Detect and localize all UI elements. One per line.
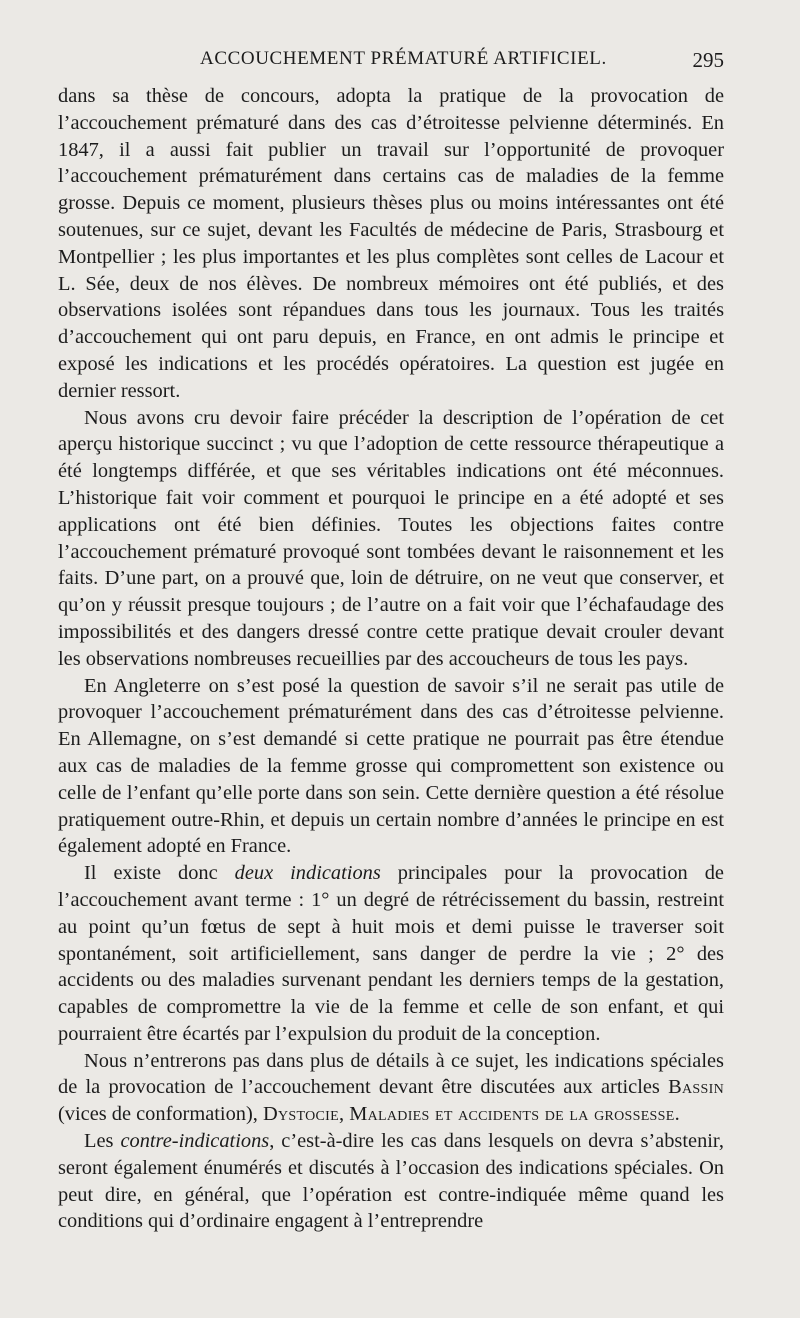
paragraph-6-text-b: , c’est-à-dire les cas dans lesquels on devra s’abstenir, seront également énumérés et discutés à l’occasion des indications spéciales. On peut dire, en général, que l’opération est contre-indiquée même quand les conditions qui d’ordinaire engagent à l’entreprendre — [58, 1130, 724, 1233]
paragraph-4-text-b: principales pour la provocation de l’accouchement avant terme : 1° un degré de rétrécissement du bassin, restreint au point qu’un fœtus de sept à huit mois et demi puisse le traverser soit spontanément, soit artificiellement, sans danger de perdre la vie ; 2° des accidents ou des maladies survenant pendant les derniers temps de la gestation, capables de compromettre la vie de la femme et celle de son enfant, et qui pourraient être écartés par l’expulsion du produit de la conception. — [58, 862, 724, 1045]
cross-reference-maladies: Maladies et accidents de la grossesse — [349, 1103, 675, 1126]
paragraph-6 — [58, 1128, 724, 1235]
running-title: ACCOUCHEMENT PRÉMATURÉ ARTIFICIEL. — [200, 48, 607, 69]
paragraph-5 — [58, 1048, 724, 1128]
cross-reference-bassin: Bassin — [668, 1076, 724, 1099]
paragraph-4-text-a: Il existe donc — [84, 862, 218, 885]
paragraph-5-text-b: (vices de conformation), — [58, 1103, 258, 1126]
paragraph-6-emphasis: contre-indications — [120, 1130, 270, 1153]
paragraph-4 — [58, 860, 724, 1048]
paragraph-5-text-a: Nous n’entrerons pas dans plus de détails à ce sujet, les indications spéciales de la provocation de l’accouchement devant être discutées aux articles — [58, 1049, 724, 1099]
paragraph-3: En Angleterre on s’est posé la question de savoir s’il ne serait pas utile de provoquer l’accouchement prématurément dans des cas d’étroitesse pelvienne. En Allemagne, on s’est demandé si cette pratique ne pourrait pas être étendue aux cas de maladies de la femme grosse qui compromettent son existence ou celle de l’enfant qu’elle porte dans son sein. Cette dernière question a été résolue pratiquement outre-Rhin, et depuis un certain nombre d’années le principe en est également adopté en France. — [58, 674, 724, 858]
cross-reference-dystocie: Dystocie — [262, 1103, 339, 1126]
page-header — [58, 48, 724, 76]
paragraph-4-emphasis: deux indications — [234, 862, 381, 885]
paragraph-2: Nous avons cru devoir faire précéder la description de l’opération de cet aperçu historique succinct ; vu que l’adoption de cette ressource thérapeutique a été longtemps différée, et que ses véritables indications ont été méconnues. L’historique fait voir comment et pourquoi le principe en a été adopté et ses applications ont été bien définies. Toutes les objections faites contre l’accouchement prématuré provoqué sont tombées devant le raisonnement et les faits. D’une part, on a prouvé que, loin de détruire, on ne veut que conserver, et qu’on y réussit presque toujours ; de l’autre on a fait voir que l’échafaudage des impossibilités et des dangers dressé contre cette pratique devait crouler devant les observations nombreuses recueillies par des accoucheurs de tous les pays. — [58, 406, 724, 670]
body-text — [58, 83, 724, 1235]
paragraph-5-text-d: . — [674, 1103, 680, 1126]
page-number: 295 — [692, 48, 724, 72]
paragraph-6-text-a: Les — [84, 1130, 114, 1153]
paragraph-5-text-c: , — [338, 1103, 345, 1126]
paragraph-1: dans sa thèse de concours, adopta la pratique de la provocation de l’accouchement prématuré dans des cas d’étroitesse pelvienne déterminés. En 1847, il a aussi fait publier un travail sur l’opportunité de provoquer l’accouchement prématurément dans certains cas de maladies de la femme grosse. Depuis ce moment, plusieurs thèses plus ou moins intéressantes ont été soutenues, sur ce sujet, devant les Facultés de médecine de Paris, Strasbourg et Montpellier ; les plus importantes et les plus complètes sont celles de Lacour et L. Sée, deux de nos élèves. De nombreux mémoires ont été publiés, et des observations isolées sont répandues dans tous les journaux. Tous les traités d’accouchement qui ont paru depuis, en France, en ont admis le principe et exposé les indications et les procédés opératoires. La question est jugée en dernier ressort. — [58, 85, 724, 402]
